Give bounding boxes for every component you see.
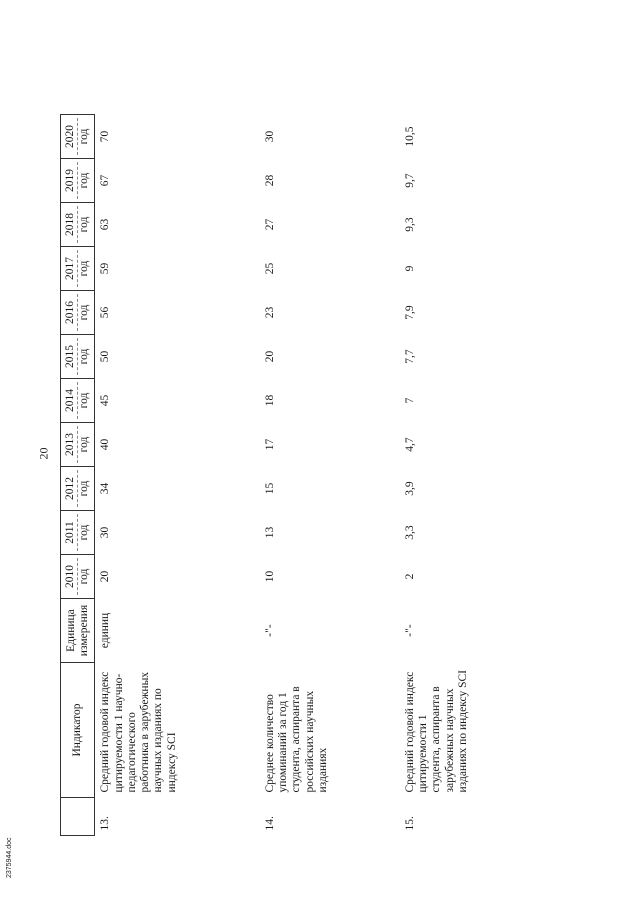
row-number: 15. <box>403 816 416 831</box>
value-cell: 10 <box>263 570 276 583</box>
value-cell: 67 <box>99 174 112 187</box>
header-year-2011: 2011 год <box>61 511 95 555</box>
row-indicator: Средний годовой индекс цитируемости 1 студента, аспиранта в зарубежных научных изданиях по индексу SCI <box>403 670 469 793</box>
header-year-2020: 2020 год <box>61 115 95 159</box>
row-unit: -"- <box>263 624 276 637</box>
value-cell: 7,9 <box>403 305 416 320</box>
header-year-2015: 2015 год <box>61 335 95 379</box>
row-number: 13. <box>99 816 112 831</box>
header-number <box>61 798 95 836</box>
value-cell: 70 <box>99 130 112 143</box>
row-unit: единиц <box>99 612 112 649</box>
table-row <box>95 115 260 836</box>
value-cell: 9 <box>403 265 416 272</box>
value-cell: 27 <box>263 218 276 231</box>
header-row <box>61 115 95 836</box>
header-year-2014: 2014 год <box>61 379 95 423</box>
value-cell: 23 <box>263 306 276 319</box>
value-cell: 30 <box>99 526 112 539</box>
value-cell: 7,7 <box>403 349 416 364</box>
value-cell: 4,7 <box>403 437 416 452</box>
row-indicator: Средний годовой индекс цитируемости 1 научно-педагогического работника в зарубежных научных изданиях по индексу SCI <box>99 671 178 793</box>
value-cell: 9,7 <box>403 173 416 188</box>
value-cell: 13 <box>263 526 276 539</box>
row-unit: -"- <box>403 624 416 637</box>
value-cell: 2 <box>403 573 416 580</box>
value-cell: 18 <box>263 394 276 407</box>
value-cell: 10,5 <box>403 126 416 147</box>
value-cell: 30 <box>263 130 276 143</box>
value-cell: 20 <box>99 570 112 583</box>
header-year-2019: 2019 год <box>61 159 95 203</box>
value-cell: 7 <box>403 397 416 404</box>
row-number: 14. <box>263 816 276 831</box>
header-year-2018: 2018 год <box>61 203 95 247</box>
value-cell: 17 <box>263 438 276 451</box>
value-cell: 40 <box>99 438 112 451</box>
indicators-table <box>60 114 540 836</box>
value-cell: 28 <box>263 174 276 187</box>
header-year-2016: 2016 год <box>61 291 95 335</box>
value-cell: 56 <box>99 306 112 319</box>
page-number: 20 <box>36 447 51 460</box>
header-year-2013: 2013 год <box>61 423 95 467</box>
value-cell: 20 <box>263 350 276 363</box>
value-cell: 63 <box>99 218 112 231</box>
header-unit: Единица измерения <box>61 599 95 663</box>
value-cell: 59 <box>99 262 112 275</box>
value-cell: 25 <box>263 262 276 275</box>
header-year-2012: 2012 год <box>61 467 95 511</box>
value-cell: 15 <box>263 482 276 495</box>
value-cell: 9,3 <box>403 217 416 232</box>
row-indicator: Среднее количество упоминаний за год 1 студента, аспиранта в российских научных изданиях <box>263 686 329 793</box>
table-row <box>260 115 400 836</box>
document-filename: 2375944.doc <box>6 837 13 878</box>
header-indicator: Индикатор <box>61 663 95 798</box>
value-cell: 45 <box>99 394 112 407</box>
table-row <box>400 115 540 836</box>
value-cell: 3,9 <box>403 481 416 496</box>
header-year-2017: 2017 год <box>61 247 95 291</box>
value-cell: 34 <box>99 482 112 495</box>
value-cell: 50 <box>99 350 112 363</box>
header-year-2010: 2010 год <box>61 555 95 599</box>
value-cell: 3,3 <box>403 525 416 540</box>
